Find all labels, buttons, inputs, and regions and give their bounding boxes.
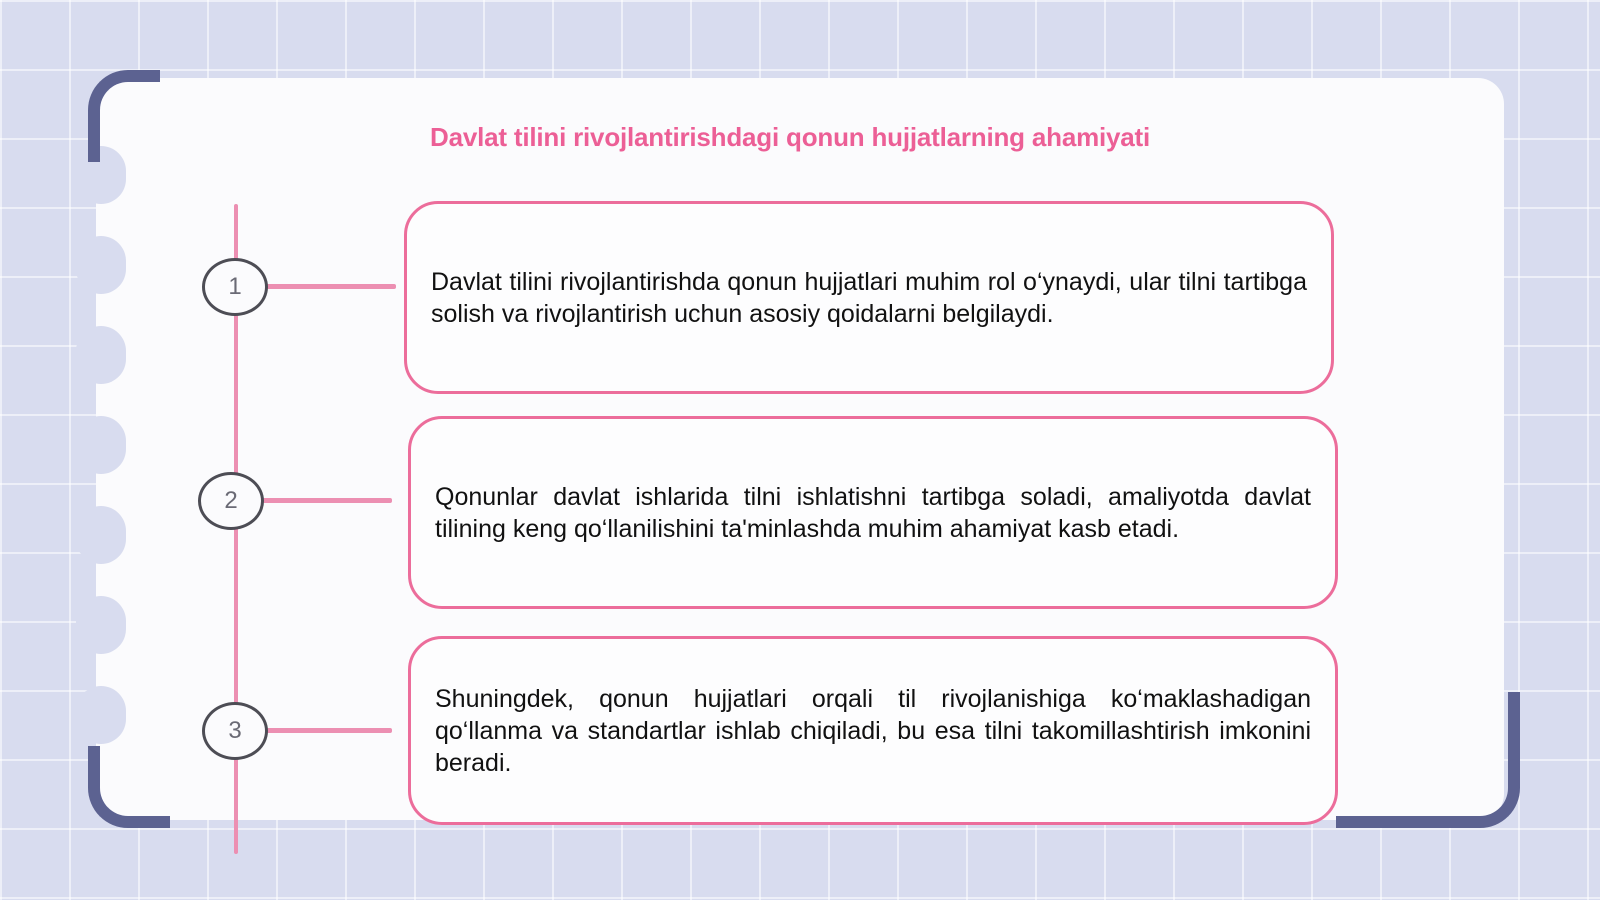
- paper-tear-notch: [76, 236, 126, 294]
- paper-tear-notch: [76, 416, 126, 474]
- step-number-1: 1: [202, 258, 268, 316]
- step-number-2: 2: [198, 472, 264, 530]
- info-card-1: [404, 201, 1334, 394]
- step-number-3: 3: [202, 702, 268, 760]
- connector-line: [266, 284, 396, 289]
- paper-tear-notch: [76, 326, 126, 384]
- paper-tear-notch: [76, 686, 126, 744]
- frame-corner-bottom-left: [88, 746, 170, 828]
- frame-corner-bottom-right: [1336, 692, 1520, 828]
- info-card-text: Shuningdek, qonun hujjatlari orqali til rivojlanishiga ko‘maklashadigan qo‘llanma va standartlar ishlab chiqiladi, bu esa tilni takomillashtirish imkonini beradi.: [435, 684, 1311, 777]
- info-card-text: Davlat tilini rivojlantirishda qonun hujjatlari muhim rol o‘ynaydi, ular tilni tartibga solish va rivojlantirish uchun asosiy qoidalarni belgilaydi.: [431, 267, 1307, 328]
- page-title: Davlat tilini rivojlantirishdagi qonun hujjatlarning ahamiyati: [430, 122, 1151, 152]
- connector-line: [266, 728, 392, 733]
- info-card-text: Qonunlar davlat ishlarida tilni ishlatishni tartibga soladi, amaliyotda davlat tilining keng qo‘llanilishini ta'minlashda muhim ahamiyat kasb etadi.: [435, 482, 1311, 543]
- paper-tear-notch: [76, 596, 126, 654]
- frame-corner-top-left: [88, 70, 160, 162]
- info-card-2: [408, 416, 1338, 609]
- connector-line: [262, 498, 392, 503]
- paper-tear-notch: [76, 506, 126, 564]
- info-card-3: [408, 636, 1338, 825]
